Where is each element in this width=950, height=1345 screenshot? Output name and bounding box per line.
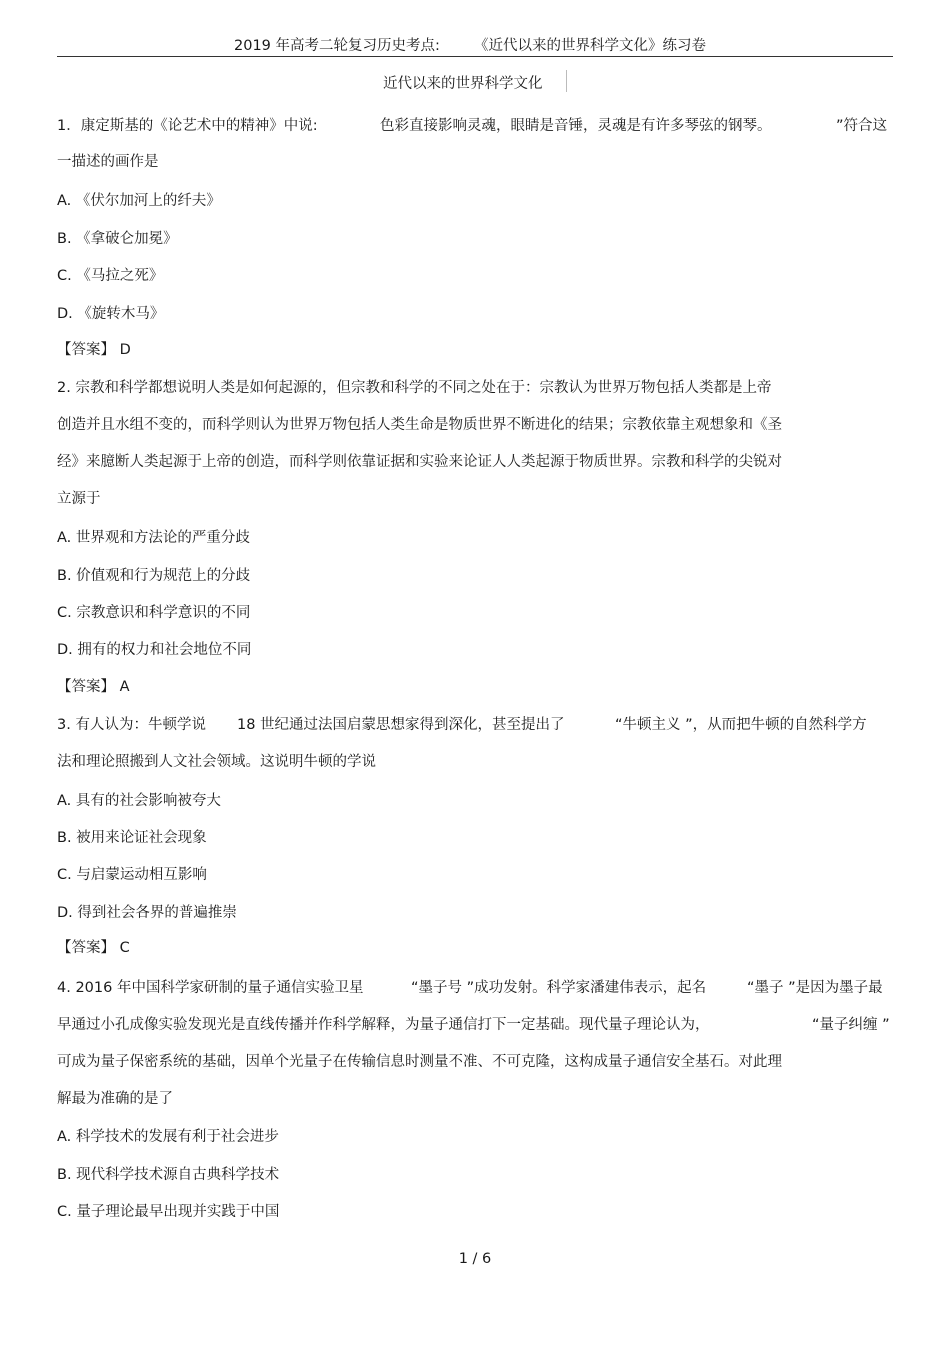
question-3-text-b: 18 世纪通过法国启蒙思想家得到深化，甚至提出了 <box>237 717 565 733</box>
question-4-text-c: “墨子 ”是因为墨子最 <box>747 980 883 996</box>
question-4-text-e: “量子纠缠 ” <box>812 1017 890 1033</box>
question-4-option-b: B. 现代科学技术源自古典科学技术 <box>57 1167 280 1183</box>
question-1-option-d: D. 《旋转木马》 <box>57 306 165 322</box>
question-1-line-1 <box>57 114 893 134</box>
question-1-quote: 色彩直接影响灵魂，眼睛是音锤，灵魂是有许多琴弦的钢琴。 <box>380 118 772 134</box>
question-4-line-4: 解最为准确的是了 <box>57 1091 173 1107</box>
question-3-text-a: 3. 有人认为：牛顿学说 <box>57 717 206 733</box>
question-2-line-3: 经》来臆断人类起源于上帝的创造，而科学则依靠证据和实验来论证人人类起源于物质世界。宗教和科学的尖锐对 <box>57 454 782 470</box>
question-2-line-4: 立源于 <box>57 491 101 507</box>
question-1-option-c: C. 《马拉之死》 <box>57 268 164 284</box>
question-4-text-d: 早通过小孔成像实验发现光是直线传播并作科学解释，为量子通信打下一定基础。现代量子理论认为， <box>57 1017 710 1033</box>
question-4-line-3: 可成为量子保密系统的基础，因单个光量子在传输信息时测量不准、不可克隆，这构成量子通信安全基石。对此理 <box>57 1054 782 1070</box>
question-2-option-a: A. 世界观和方法论的严重分歧 <box>57 530 250 546</box>
question-2-option-d: D. 拥有的权力和社会地位不同 <box>57 642 252 658</box>
question-3-option-a: A. 具有的社会影响被夸大 <box>57 793 221 809</box>
question-1-option-b: B. 《拿破仑加冕》 <box>57 231 178 247</box>
question-4-line-2 <box>57 1013 893 1033</box>
question-2-option-b: B. 价值观和行为规范上的分歧 <box>57 568 251 584</box>
page-title: 近代以来的世界科学文化 <box>383 76 543 92</box>
header-left: 2019 年高考二轮复习历史考点: <box>234 38 440 54</box>
question-2-line-2: 创造并且水组不变的，而科学则认为世界万物包括人类生命是物质世界不断进化的结果；宗教依靠主观想象和《圣 <box>57 417 782 433</box>
question-4-option-c: C. 量子理论最早出现并实践于中国 <box>57 1204 280 1220</box>
question-1-answer: 【答案】 D <box>57 342 131 358</box>
question-2-answer: 【答案】 A <box>57 679 130 695</box>
question-4-text-a: 4. 2016 年中国科学家研制的量子通信实验卫星 <box>57 980 364 996</box>
question-3-answer: 【答案】 C <box>57 940 130 956</box>
page-header <box>57 30 893 57</box>
text-cursor-bar <box>566 70 567 92</box>
question-3-option-d: D. 得到社会各界的普遍推崇 <box>57 905 237 921</box>
question-1-text-a: 1．康定斯基的《论艺术中的精神》中说: <box>57 118 318 134</box>
question-4-line-1 <box>57 976 893 996</box>
question-3-line-2: 法和理论照搬到人文社会领域。这说明牛顿的学说 <box>57 754 376 770</box>
question-2-line-1: 2. 宗教和科学都想说明人类是如何起源的，但宗教和科学的不同之处在于：宗教认为世界万物包括人类都是上帝 <box>57 380 772 396</box>
question-4-text-b: “墨子号 ”成功发射。科学家潘建伟表示，起名 <box>411 980 707 996</box>
question-3-line-1 <box>57 713 893 733</box>
question-3-text-c: “牛顿主义 ”，从而把牛顿的自然科学方 <box>615 717 867 733</box>
title-row <box>0 70 950 94</box>
question-1-option-a: A. 《伏尔加河上的纤夫》 <box>57 193 221 209</box>
question-4-option-a: A. 科学技术的发展有利于社会进步 <box>57 1129 279 1145</box>
question-1-line-2: 一描述的画作是 <box>57 154 159 170</box>
question-3-option-b: B. 被用来论证社会现象 <box>57 830 207 846</box>
question-2-option-c: C. 宗教意识和科学意识的不同 <box>57 605 251 621</box>
header-right: 《近代以来的世界科学文化》练习卷 <box>474 38 706 54</box>
page-number: 1 / 6 <box>458 1251 492 1267</box>
question-3-option-c: C. 与启蒙运动相互影响 <box>57 867 207 883</box>
question-1-text-b: ”符合这 <box>836 118 888 134</box>
